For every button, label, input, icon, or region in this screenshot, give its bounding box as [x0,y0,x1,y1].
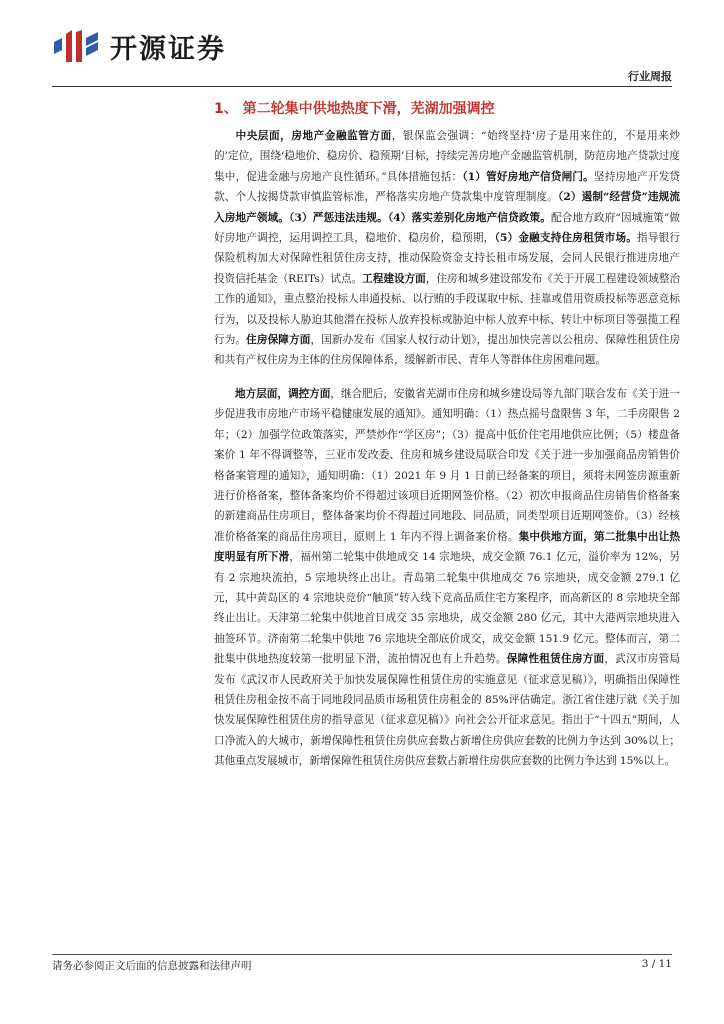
p2-run-2: 集中供地方面，第二批集中出让热度明显有所下滑 [214,530,680,564]
p2-run-5: ，武汉市房管局发布《武汉市人民政府关于加快发展保障性租赁住房的实施意见（征求意见稿）》，明确指出保障性租赁住房租金按不高于同地段同品质市场租赁住房租金的 85%评估确定。浙江省住建厅就《关于加快发展保障性租赁住房的指导意见（征求意见稿）》向社会公开征求意见。指出于“十四五”期间，人口净流入的大城市，新增保障性租赁住房供应套数占新增住房供应套数的比例力争达到 30%以上；其他重点发展城市，新增保障性租赁住房供应套数占新增住房供应套数的比例力争达到 15%以上。 [214,653,681,768]
p1-run-6: （5）金融支持住房租赁市场。 [494,232,638,245]
brand-logo-icon [52,28,100,64]
report-type: 行业周报 [628,70,672,83]
p2-run-1: ，继合肥后，安徽省芜湖市住房和城乡建设局等九部门联合发布《关于进一步促进我市房地产市场平稳健康发展的通知》。通知明确：（1）热点摇号盘限售 3 年，二手房限售 2 年；（2）加强学位政策落实，严禁炒作“学区房”；（3）提高中低价住宅用地供应比例；（5）楼盘备案价 1 年不得调整等，三亚市发改委、住房和城乡建设局联合印发《关于进一步加强商品房销售价格备案管理的通知》，通知明确：（1）2021 年 9 月 1 日前已经备案的项目，须将未网签房源重新进行价格备案，整体备案均价不得超过该项目近期网签价格。（2）初次申报商品住房销售价格备案的新建商品住房项目，整体备案均价不得超过同地段、同品质，同类型项目近期网签价。（3）经核准价格备案的商品住房项目，原则上 1 年内不得上调备案价格。 [214,387,680,543]
p1-run-7: 指导银行保险机构加大对保障性租赁住房支持，推动保险资金支持长租市场发展，会同人民银行推进房地产投资信托基金（REITs）试点。 [214,232,681,285]
p1-run-8: 工程建设方面 [362,272,426,285]
p1-run-1: ，银保监会强调：“始终坚持‘房子是用来住的，不是用来炒的’定位，围绕‘稳地价、稳房价、稳预期’目标，持续完善房地产金融监管机制，防范房地产贷款过度集中，促进金融与房地产良性循环。”具体措施包括： [214,130,680,183]
paragraph-local-policy [214,384,680,772]
p1-run-5: 配合地方政府“因城施策”做好房地产调控，运用调控工具，稳地价、稳房价，稳预期， [214,211,680,245]
footer-disclaimer: 请务必参阅正文后面的信息披露和法律声明 [52,960,252,972]
brand-logo [52,26,226,66]
p1-run-11: ，国新办发布《国家人权行动计划》，提出加快完善以公租房、保障性租赁住房和共有产权住房为主体的住房保障体系，缓解新市民、青年人等群体住房困难问题。 [214,334,681,367]
body-text [214,126,680,772]
p2-run-0: 地方层面，调控方面 [235,387,331,400]
p1-run-2: （1）管好房地产信贷闸门。 [462,170,594,183]
p2-run-4: 保障性租赁住房方面 [506,653,605,666]
section-title: 1、 第二轮集中供地热度下滑，芜湖加强调控 [214,101,495,117]
p1-run-4: （2）遏制“经营贷”违规流入房地产领域。（3）严惩违法违规。（4）落实差别化房地产信贷政策。 [214,191,681,224]
p2-run-3: ，福州第二轮集中供地成交 14 宗地块，成交金额 76.1 亿元，溢价率为 12%，另有 2 宗地块流拍，5 宗地块终止出让。青岛第二轮集中供地成交 76 宗地块，成交金额 279.1 亿元，其中黄岛区的 4 宗地块竞价“触顶”转入线下竞高品质住宅方案程序，而高新区的 8 宗地块全部终止出让。天津第二轮集中供地首日成交 35 宗地块，成交金额 280 亿元，其中大港两宗地块进入抽签环节。济南第二轮集中供地 76 宗地块全部底价成交，成交金额 151.9 亿元。整体而言，第二批集中供地热度较第一批明显下滑，流拍情况也有上升趋势。 [214,551,681,666]
p1-run-0: 中央层面，房地产金融监管方面 [235,130,392,142]
page-number: 3 / 11 [641,958,672,970]
paragraph-central-policy [214,126,680,371]
p1-run-10: 住房保障方面 [246,334,311,347]
p1-run-3: 坚持房地产开发贷款、个人按揭贷款审慎监管标准，严格落实房地产贷款集中度管理制度。 [214,170,680,204]
p1-run-9: ，住房和城乡建设部发布《关于开展工程建设领域整治工作的通知》，重点整治投标人串通投标、以行贿的手段谋取中标、挂靠或借用资质投标等恶意竞标行为，以及投标人胁迫其他潜在投标人放弃投标或胁迫中标人放弃中标、转让中标项目等强揽工程行为。 [214,272,681,347]
footer-divider [52,954,672,955]
header-divider [52,86,672,87]
brand-name: 开源证券 [110,33,226,65]
